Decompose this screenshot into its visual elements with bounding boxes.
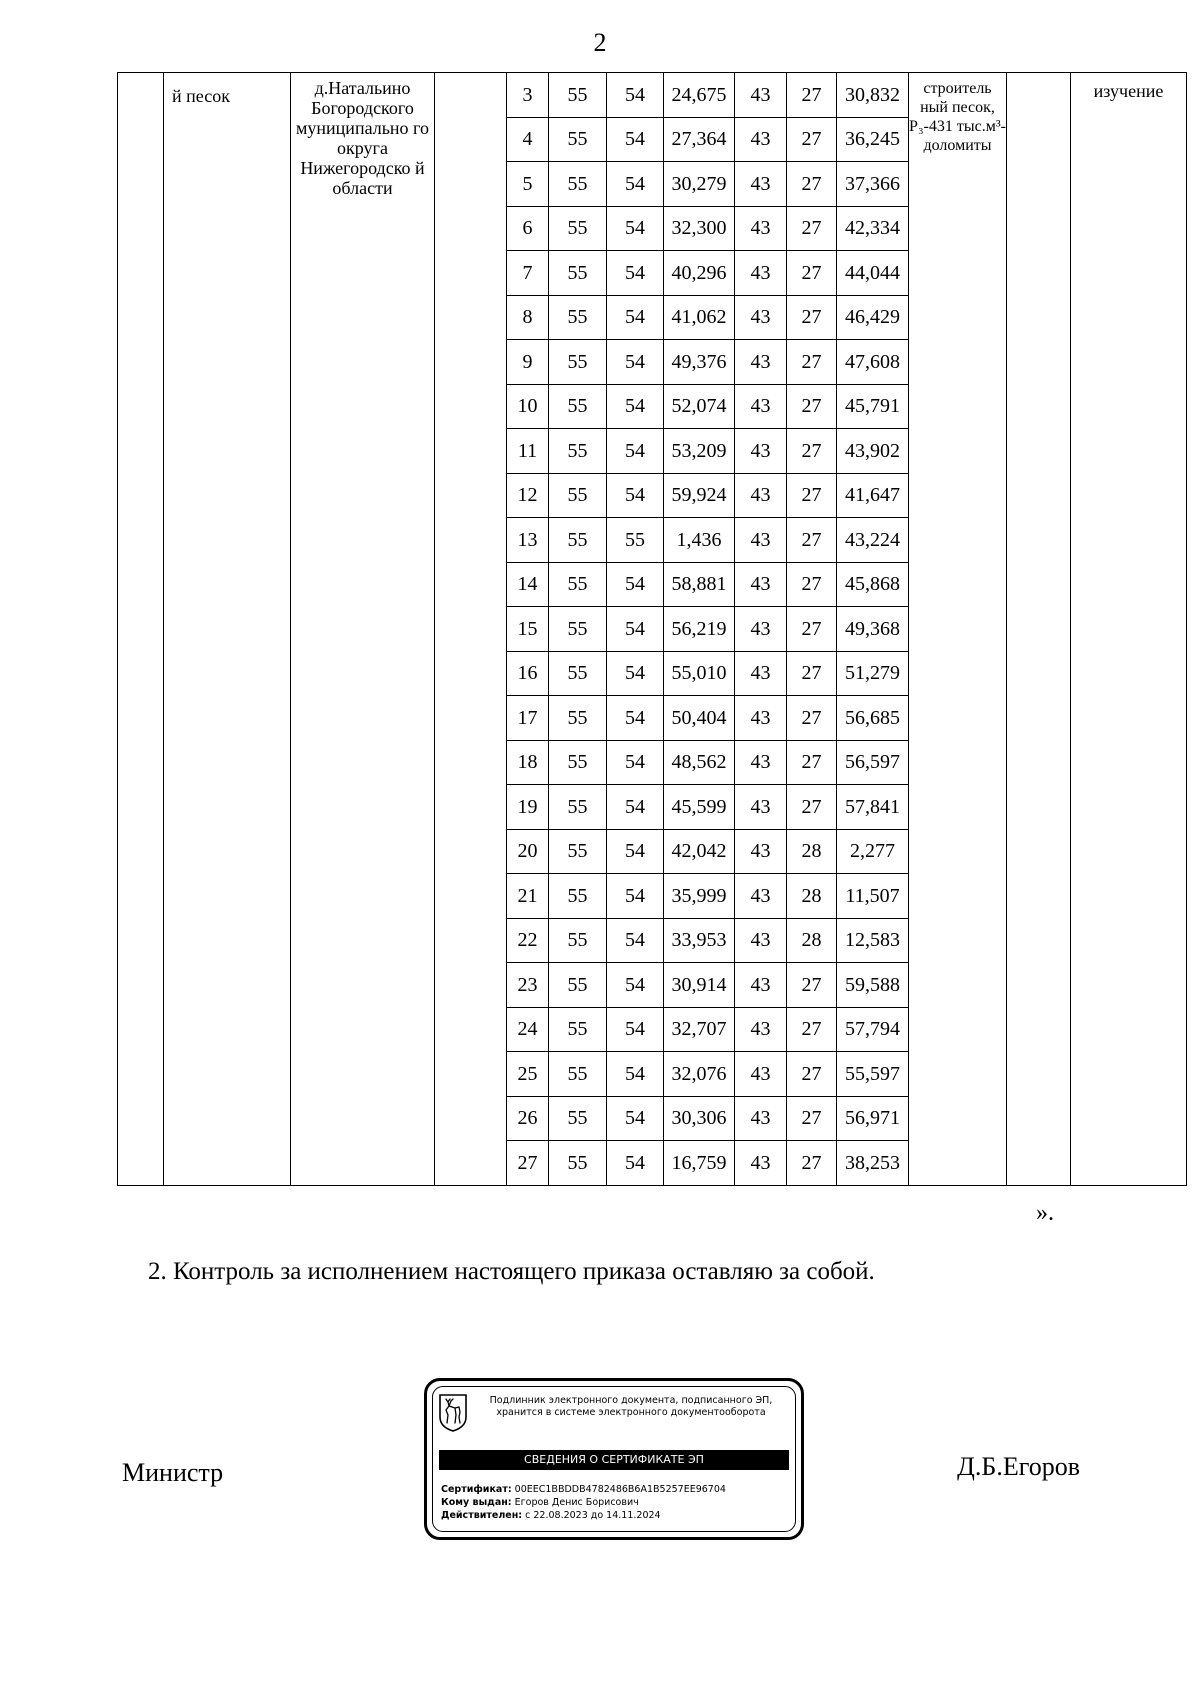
lon-degrees-cell: 43 <box>735 607 787 652</box>
lat-degrees-cell: 55 <box>549 829 607 874</box>
lon-degrees-cell: 43 <box>735 1007 787 1052</box>
stamp-certificate-line <box>441 1484 726 1496</box>
lon-degrees-cell: 43 <box>735 518 787 563</box>
lon-minutes-cell: 27 <box>787 251 837 296</box>
lon-minutes-cell: 27 <box>787 740 837 785</box>
point-number-cell: 18 <box>507 740 549 785</box>
lon-seconds-cell: 30,832 <box>837 73 909 118</box>
lon-minutes-cell: 27 <box>787 1096 837 1141</box>
page-number: 2 <box>593 28 607 57</box>
lat-degrees-cell: 55 <box>549 73 607 118</box>
lon-degrees-cell: 43 <box>735 73 787 118</box>
table-row <box>118 73 1187 118</box>
lon-minutes-cell: 27 <box>787 117 837 162</box>
location-cell <box>291 73 435 1186</box>
stamp-owner-line <box>441 1497 639 1509</box>
lat-seconds-cell: 24,675 <box>664 73 735 118</box>
lat-degrees-cell: 55 <box>549 384 607 429</box>
lon-minutes-cell: 27 <box>787 473 837 518</box>
lon-degrees-cell: 43 <box>735 473 787 518</box>
lon-degrees-cell: 43 <box>735 874 787 919</box>
lat-seconds-cell: 45,599 <box>664 785 735 830</box>
lat-seconds-cell: 32,076 <box>664 1052 735 1097</box>
point-number-cell: 21 <box>507 874 549 919</box>
lon-degrees-cell: 43 <box>735 963 787 1008</box>
point-number-cell: 13 <box>507 518 549 563</box>
lat-seconds-cell: 30,914 <box>664 963 735 1008</box>
lon-seconds-cell: 43,902 <box>837 429 909 474</box>
lat-minutes-cell: 54 <box>607 785 664 830</box>
lat-degrees-cell: 55 <box>549 473 607 518</box>
lat-seconds-cell: 48,562 <box>664 740 735 785</box>
signatory-name: Д.Б.Егоров <box>957 1452 1080 1481</box>
lat-seconds-cell: 33,953 <box>664 918 735 963</box>
lat-seconds-cell: 35,999 <box>664 874 735 919</box>
point-number-cell: 3 <box>507 73 549 118</box>
lat-minutes-cell: 54 <box>607 1052 664 1097</box>
lat-minutes-cell: 54 <box>607 73 664 118</box>
stamp-validity-line <box>441 1510 661 1522</box>
lon-seconds-cell: 46,429 <box>837 295 909 340</box>
lon-minutes-cell: 27 <box>787 607 837 652</box>
lon-seconds-cell: 55,597 <box>837 1052 909 1097</box>
lon-seconds-cell: 44,044 <box>837 251 909 296</box>
validity-label: Действителен: <box>441 1510 523 1521</box>
lon-seconds-cell: 11,507 <box>837 874 909 919</box>
lat-degrees-cell: 55 <box>549 740 607 785</box>
lon-minutes-cell: 27 <box>787 562 837 607</box>
lat-seconds-cell: 52,074 <box>664 384 735 429</box>
lat-seconds-cell: 32,707 <box>664 1007 735 1052</box>
point-number-cell: 24 <box>507 1007 549 1052</box>
lat-degrees-cell: 55 <box>549 963 607 1008</box>
lon-seconds-cell: 42,334 <box>837 206 909 251</box>
lon-minutes-cell: 27 <box>787 73 837 118</box>
lon-seconds-cell: 36,245 <box>837 117 909 162</box>
certificate-value: 00EEC1BBDDB4782486B6A1B5257EE96704 <box>514 1484 726 1495</box>
lon-degrees-cell: 43 <box>735 785 787 830</box>
lat-minutes-cell: 54 <box>607 696 664 741</box>
lon-seconds-cell: 51,279 <box>837 651 909 696</box>
lon-minutes-cell: 27 <box>787 384 837 429</box>
owner-label: Кому выдан: <box>441 1497 512 1508</box>
lat-degrees-cell: 55 <box>549 696 607 741</box>
mineral-cell <box>164 73 291 1186</box>
lat-seconds-cell: 41,062 <box>664 295 735 340</box>
electronic-signature-stamp <box>424 1378 804 1540</box>
lat-degrees-cell: 55 <box>549 785 607 830</box>
lat-degrees-cell: 55 <box>549 251 607 296</box>
lon-degrees-cell: 43 <box>735 251 787 296</box>
lat-minutes-cell: 54 <box>607 384 664 429</box>
point-number-cell: 14 <box>507 562 549 607</box>
lat-degrees-cell: 55 <box>549 117 607 162</box>
point-number-cell: 17 <box>507 696 549 741</box>
point-number-cell: 20 <box>507 829 549 874</box>
lon-minutes-cell: 27 <box>787 206 837 251</box>
lon-degrees-cell: 43 <box>735 1052 787 1097</box>
lat-degrees-cell: 55 <box>549 206 607 251</box>
lat-seconds-cell: 58,881 <box>664 562 735 607</box>
point-number-cell: 8 <box>507 295 549 340</box>
lon-degrees-cell: 43 <box>735 340 787 385</box>
point-number-cell: 22 <box>507 918 549 963</box>
lat-seconds-cell: 30,306 <box>664 1096 735 1141</box>
term-cell <box>1007 73 1071 1186</box>
lon-minutes-cell: 28 <box>787 874 837 919</box>
lat-seconds-cell: 59,924 <box>664 473 735 518</box>
stamp-header-line2: хранится в системе электронного документооборота <box>496 1407 766 1418</box>
lat-minutes-cell: 54 <box>607 206 664 251</box>
resources-cell-text: строитель ный песок, P₃-431 тыс.м³- доломиты <box>909 80 1006 154</box>
lon-seconds-cell: 56,685 <box>837 696 909 741</box>
lat-seconds-cell: 27,364 <box>664 117 735 162</box>
stamp-certificate-bar: СВЕДЕНИЯ О СЕРТИФИКАТЕ ЭП <box>439 1450 789 1470</box>
lon-minutes-cell: 27 <box>787 429 837 474</box>
lat-degrees-cell: 55 <box>549 1096 607 1141</box>
lat-minutes-cell: 54 <box>607 562 664 607</box>
lat-seconds-cell: 42,042 <box>664 829 735 874</box>
lon-seconds-cell: 59,588 <box>837 963 909 1008</box>
lat-degrees-cell: 55 <box>549 1052 607 1097</box>
lat-minutes-cell: 54 <box>607 651 664 696</box>
lon-degrees-cell: 43 <box>735 429 787 474</box>
deer-coat-of-arms-icon <box>438 1393 468 1433</box>
lon-degrees-cell: 43 <box>735 384 787 429</box>
lon-minutes-cell: 27 <box>787 340 837 385</box>
lon-minutes-cell: 27 <box>787 651 837 696</box>
lon-seconds-cell: 41,647 <box>837 473 909 518</box>
lon-degrees-cell: 43 <box>735 918 787 963</box>
lat-degrees-cell: 55 <box>549 1141 607 1186</box>
lat-minutes-cell: 54 <box>607 874 664 919</box>
lon-seconds-cell: 45,791 <box>837 384 909 429</box>
lat-minutes-cell: 54 <box>607 740 664 785</box>
lat-degrees-cell: 55 <box>549 562 607 607</box>
lat-minutes-cell: 54 <box>607 1141 664 1186</box>
lon-minutes-cell: 27 <box>787 963 837 1008</box>
lon-degrees-cell: 43 <box>735 651 787 696</box>
lon-minutes-cell: 27 <box>787 162 837 207</box>
lat-minutes-cell: 54 <box>607 295 664 340</box>
point-number-cell: 16 <box>507 651 549 696</box>
lat-minutes-cell: 54 <box>607 963 664 1008</box>
lat-degrees-cell: 55 <box>549 918 607 963</box>
point-number-cell: 23 <box>507 963 549 1008</box>
lat-minutes-cell: 54 <box>607 829 664 874</box>
lon-minutes-cell: 27 <box>787 295 837 340</box>
area-cell <box>435 73 507 1186</box>
lon-seconds-cell: 57,794 <box>837 1007 909 1052</box>
lat-seconds-cell: 55,010 <box>664 651 735 696</box>
lon-seconds-cell: 47,608 <box>837 340 909 385</box>
lon-degrees-cell: 43 <box>735 740 787 785</box>
lon-seconds-cell: 45,868 <box>837 562 909 607</box>
lat-degrees-cell: 55 <box>549 874 607 919</box>
point-number-cell: 12 <box>507 473 549 518</box>
lat-degrees-cell: 55 <box>549 607 607 652</box>
lat-degrees-cell: 55 <box>549 162 607 207</box>
stamp-header <box>481 1395 781 1419</box>
validity-value: с 22.08.2023 до 14.11.2024 <box>525 1510 661 1521</box>
lon-seconds-cell: 2,277 <box>837 829 909 874</box>
lat-degrees-cell: 55 <box>549 1007 607 1052</box>
lon-degrees-cell: 43 <box>735 162 787 207</box>
stamp-header-line1: Подлинник электронного документа, подписанного ЭП, <box>489 1395 773 1406</box>
lat-seconds-cell: 32,300 <box>664 206 735 251</box>
point-number-cell: 25 <box>507 1052 549 1097</box>
point-number-cell: 10 <box>507 384 549 429</box>
lon-minutes-cell: 27 <box>787 1141 837 1186</box>
point-number-cell: 19 <box>507 785 549 830</box>
lat-degrees-cell: 55 <box>549 340 607 385</box>
lon-minutes-cell: 27 <box>787 1052 837 1097</box>
lat-seconds-cell: 53,209 <box>664 429 735 474</box>
lat-minutes-cell: 55 <box>607 518 664 563</box>
signatory-title: Министр <box>122 1458 224 1487</box>
lon-seconds-cell: 56,597 <box>837 740 909 785</box>
point-number-cell: 15 <box>507 607 549 652</box>
lon-seconds-cell: 57,841 <box>837 785 909 830</box>
purpose-cell-text: изучение <box>1093 81 1164 101</box>
coordinates-table <box>117 72 1187 1186</box>
lon-minutes-cell: 28 <box>787 829 837 874</box>
lon-minutes-cell: 28 <box>787 918 837 963</box>
lat-seconds-cell: 56,219 <box>664 607 735 652</box>
point-number-cell: 11 <box>507 429 549 474</box>
certificate-label: Сертификат: <box>441 1484 512 1495</box>
lat-seconds-cell: 49,376 <box>664 340 735 385</box>
lat-minutes-cell: 54 <box>607 117 664 162</box>
point-number-cell: 26 <box>507 1096 549 1141</box>
lat-minutes-cell: 54 <box>607 162 664 207</box>
point-number-cell: 7 <box>507 251 549 296</box>
lon-minutes-cell: 27 <box>787 1007 837 1052</box>
lat-minutes-cell: 54 <box>607 251 664 296</box>
index-cell <box>118 73 164 1186</box>
paragraph-2: 2. Контроль за исполнением настоящего приказа оставляю за собой. <box>148 1258 875 1285</box>
lat-degrees-cell: 55 <box>549 429 607 474</box>
purpose-cell <box>1071 73 1187 1186</box>
closing-quote: ». <box>1036 1200 1054 1226</box>
lon-seconds-cell: 37,366 <box>837 162 909 207</box>
lat-minutes-cell: 54 <box>607 607 664 652</box>
lat-minutes-cell: 54 <box>607 473 664 518</box>
point-number-cell: 5 <box>507 162 549 207</box>
point-number-cell: 4 <box>507 117 549 162</box>
lat-seconds-cell: 1,436 <box>664 518 735 563</box>
point-number-cell: 9 <box>507 340 549 385</box>
lat-seconds-cell: 30,279 <box>664 162 735 207</box>
lon-seconds-cell: 43,224 <box>837 518 909 563</box>
location-cell-text: д.Натальино Богородского муниципально го округа Нижегородско й области <box>296 78 429 198</box>
owner-value: Егоров Денис Борисович <box>514 1497 639 1508</box>
lat-minutes-cell: 54 <box>607 1007 664 1052</box>
lon-degrees-cell: 43 <box>735 206 787 251</box>
lat-seconds-cell: 40,296 <box>664 251 735 296</box>
lon-degrees-cell: 43 <box>735 1141 787 1186</box>
lat-minutes-cell: 54 <box>607 429 664 474</box>
lon-minutes-cell: 27 <box>787 518 837 563</box>
resources-cell <box>909 73 1007 1186</box>
lat-degrees-cell: 55 <box>549 518 607 563</box>
lat-minutes-cell: 54 <box>607 918 664 963</box>
table-body <box>118 73 1187 1186</box>
lon-degrees-cell: 43 <box>735 696 787 741</box>
lat-degrees-cell: 55 <box>549 295 607 340</box>
lon-degrees-cell: 43 <box>735 829 787 874</box>
point-number-cell: 27 <box>507 1141 549 1186</box>
lon-degrees-cell: 43 <box>735 1096 787 1141</box>
lon-degrees-cell: 43 <box>735 562 787 607</box>
lon-minutes-cell: 27 <box>787 785 837 830</box>
lon-minutes-cell: 27 <box>787 696 837 741</box>
lat-minutes-cell: 54 <box>607 340 664 385</box>
lat-degrees-cell: 55 <box>549 651 607 696</box>
lon-seconds-cell: 49,368 <box>837 607 909 652</box>
lon-degrees-cell: 43 <box>735 117 787 162</box>
lon-degrees-cell: 43 <box>735 295 787 340</box>
lon-seconds-cell: 12,583 <box>837 918 909 963</box>
lat-minutes-cell: 54 <box>607 1096 664 1141</box>
lat-seconds-cell: 16,759 <box>664 1141 735 1186</box>
lon-seconds-cell: 38,253 <box>837 1141 909 1186</box>
lon-seconds-cell: 56,971 <box>837 1096 909 1141</box>
lat-seconds-cell: 50,404 <box>664 696 735 741</box>
mineral-cell-text: й песок <box>172 86 230 106</box>
point-number-cell: 6 <box>507 206 549 251</box>
